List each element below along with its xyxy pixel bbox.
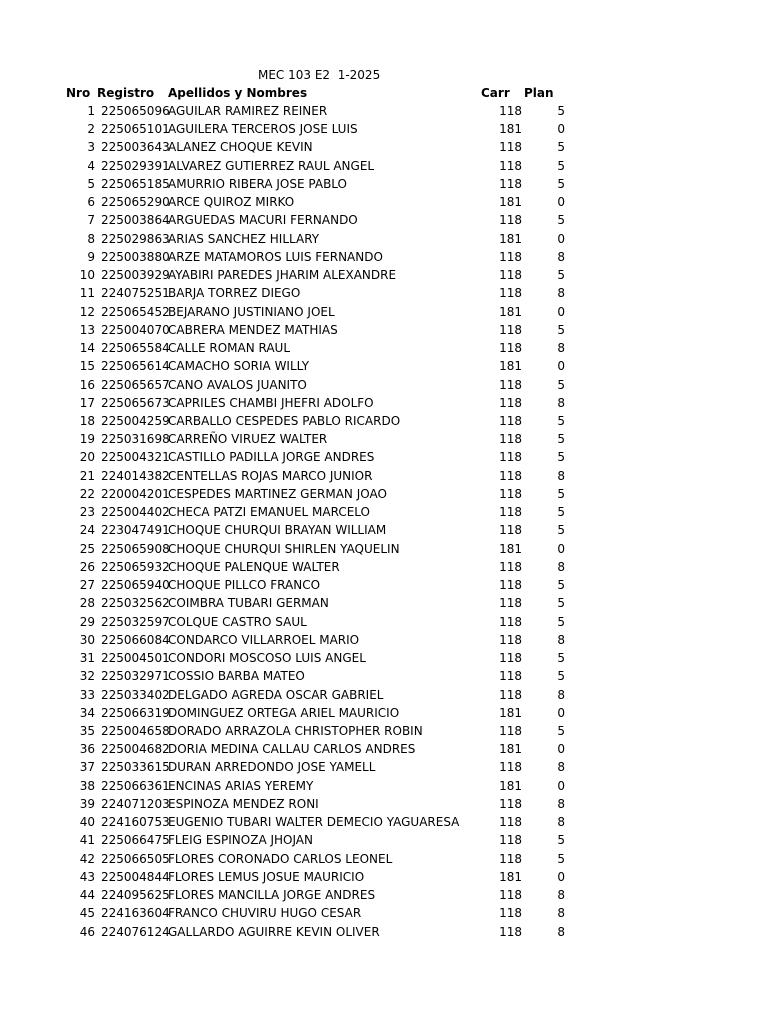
cell-carr: 118 <box>499 815 522 830</box>
header-registro: Registro <box>97 86 155 100</box>
cell-nombre: CAPRILES CHAMBI JHEFRI ADOLFO <box>168 395 374 410</box>
cell-nombre: CHOQUE CHURQUI SHIRLEN YAQUELIN <box>168 541 400 556</box>
cell-registro: 225066084 <box>101 632 170 647</box>
cell-plan: 5 <box>557 322 565 337</box>
cell-registro: 225065096 <box>101 104 170 118</box>
cell-nombre: CAMACHO SORIA WILLY <box>168 359 310 374</box>
cell-registro: 225066319 <box>101 705 170 720</box>
cell-plan: 8 <box>557 796 565 811</box>
table-row <box>0 632 768 650</box>
cell-plan: 0 <box>557 778 565 793</box>
cell-registro: 225066475 <box>101 833 170 848</box>
cell-carr: 118 <box>499 687 522 702</box>
cell-carr: 118 <box>499 760 522 775</box>
cell-plan: 0 <box>557 122 565 137</box>
table-row <box>0 285 768 303</box>
table-row <box>0 814 768 832</box>
cell-nro: 15 <box>79 359 95 374</box>
cell-plan: 5 <box>557 140 565 155</box>
cell-registro: 225065673 <box>101 395 170 410</box>
cell-nro: 44 <box>79 888 95 903</box>
cell-carr: 118 <box>499 523 522 538</box>
table-row <box>0 614 768 632</box>
cell-carr: 118 <box>499 669 522 684</box>
cell-plan: 8 <box>557 924 565 939</box>
table-row <box>0 650 768 668</box>
cell-nro: 32 <box>79 669 95 684</box>
table-row <box>0 413 768 431</box>
cell-registro: 225004070 <box>101 322 170 337</box>
cell-registro: 225004501 <box>101 651 170 666</box>
cell-registro: 225003880 <box>101 249 170 264</box>
table-row <box>0 778 768 796</box>
cell-nombre: CASTILLO PADILLA JORGE ANDRES <box>168 450 375 465</box>
cell-carr: 118 <box>499 104 522 118</box>
cell-nro: 38 <box>79 778 95 793</box>
cell-nombre: ARZE MATAMOROS LUIS FERNANDO <box>168 249 383 264</box>
cell-carr: 181 <box>499 541 522 556</box>
cell-nro: 18 <box>79 413 95 428</box>
cell-nro: 7 <box>87 213 95 228</box>
cell-nombre: COSSIO BARBA MATEO <box>168 669 305 684</box>
cell-carr: 181 <box>499 869 522 884</box>
cell-carr: 118 <box>499 176 522 191</box>
table-row <box>0 504 768 522</box>
cell-nro: 28 <box>79 596 95 611</box>
cell-nombre: DURAN ARREDONDO JOSE YAMELL <box>168 760 376 775</box>
cell-plan: 8 <box>557 906 565 921</box>
table-row <box>0 322 768 340</box>
cell-registro: 225066361 <box>101 778 170 793</box>
table-header <box>0 85 768 101</box>
cell-carr: 118 <box>499 213 522 228</box>
table-row <box>0 449 768 467</box>
table-row <box>0 796 768 814</box>
cell-carr: 181 <box>499 705 522 720</box>
cell-registro: 225004844 <box>101 869 170 884</box>
cell-nombre: DORIA MEDINA CALLAU CARLOS ANDRES <box>168 742 416 757</box>
cell-carr: 118 <box>499 322 522 337</box>
cell-nro: 11 <box>79 286 95 301</box>
cell-plan: 0 <box>557 231 565 246</box>
cell-carr: 118 <box>499 924 522 939</box>
cell-registro: 225029391 <box>101 158 170 173</box>
table-row <box>0 869 768 887</box>
cell-nro: 39 <box>79 796 95 811</box>
cell-nombre: FRANCO CHUVIRU HUGO CESAR <box>168 906 362 921</box>
cell-nro: 17 <box>79 395 95 410</box>
cell-carr: 118 <box>499 140 522 155</box>
cell-nombre: ARIAS SANCHEZ HILLARY <box>168 231 320 246</box>
cell-registro: 224076124 <box>101 924 170 939</box>
cell-plan: 5 <box>557 377 565 392</box>
cell-plan: 5 <box>557 851 565 866</box>
cell-registro: 225066505 <box>101 851 170 866</box>
cell-carr: 118 <box>499 286 522 301</box>
cell-plan: 8 <box>557 815 565 830</box>
cell-registro: 225065584 <box>101 341 170 356</box>
table-row <box>0 304 768 322</box>
cell-nombre: ALVAREZ GUTIERREZ RAUL ANGEL <box>168 158 375 173</box>
cell-registro: 225065101 <box>101 122 170 137</box>
cell-plan: 0 <box>557 195 565 210</box>
document-title: MEC 103 E2 1-2025 <box>258 68 381 82</box>
cell-nombre: COLQUE CASTRO SAUL <box>168 614 307 629</box>
cell-plan: 8 <box>557 395 565 410</box>
cell-plan: 0 <box>557 304 565 319</box>
cell-carr: 118 <box>499 596 522 611</box>
table-row <box>0 522 768 540</box>
cell-registro: 225003929 <box>101 268 170 283</box>
cell-plan: 8 <box>557 888 565 903</box>
cell-nro: 9 <box>87 249 95 264</box>
table-row <box>0 139 768 157</box>
cell-plan: 5 <box>557 213 565 228</box>
cell-plan: 5 <box>557 176 565 191</box>
cell-plan: 5 <box>557 723 565 738</box>
cell-nro: 21 <box>79 468 95 483</box>
cell-carr: 181 <box>499 122 522 137</box>
table-row <box>0 851 768 869</box>
table-row <box>0 194 768 212</box>
table-row <box>0 212 768 230</box>
table-row <box>0 486 768 504</box>
table-row <box>0 741 768 759</box>
cell-nombre: CONDARCO VILLARROEL MARIO <box>168 632 360 647</box>
table-row <box>0 340 768 358</box>
cell-nombre: CALLE ROMAN RAUL <box>168 341 291 356</box>
cell-carr: 118 <box>499 249 522 264</box>
table-row <box>0 905 768 923</box>
cell-carr: 181 <box>499 195 522 210</box>
cell-nro: 33 <box>79 687 95 702</box>
cell-nombre: FLORES MANCILLA JORGE ANDRES <box>168 888 376 903</box>
header-nro: Nro <box>66 86 91 100</box>
cell-nro: 35 <box>79 723 95 738</box>
cell-nro: 14 <box>79 341 95 356</box>
cell-nro: 30 <box>79 632 95 647</box>
cell-registro: 225065452 <box>101 304 170 319</box>
cell-carr: 181 <box>499 304 522 319</box>
cell-registro: 225032562 <box>101 596 170 611</box>
cell-nro: 2 <box>87 122 95 137</box>
cell-plan: 8 <box>557 286 565 301</box>
cell-carr: 118 <box>499 377 522 392</box>
cell-plan: 0 <box>557 359 565 374</box>
cell-carr: 118 <box>499 395 522 410</box>
cell-registro: 224163604 <box>101 906 170 921</box>
cell-nombre: CHOQUE PALENQUE WALTER <box>168 559 340 574</box>
cell-plan: 5 <box>557 833 565 848</box>
cell-nombre: CONDORI MOSCOSO LUIS ANGEL <box>168 651 366 666</box>
cell-nombre: COIMBRA TUBARI GERMAN <box>168 596 329 611</box>
cell-nro: 13 <box>79 322 95 337</box>
cell-nro: 37 <box>79 760 95 775</box>
cell-nombre: FLORES LEMUS JOSUE MAURICIO <box>168 869 365 884</box>
cell-nombre: CHOQUE CHURQUI BRAYAN WILLIAM <box>168 523 387 538</box>
table-row <box>0 541 768 559</box>
cell-carr: 118 <box>499 432 522 447</box>
table-row <box>0 176 768 194</box>
cell-registro: 225031698 <box>101 432 170 447</box>
table-row <box>0 832 768 850</box>
cell-plan: 5 <box>557 413 565 428</box>
cell-carr: 118 <box>499 450 522 465</box>
cell-plan: 5 <box>557 651 565 666</box>
cell-nro: 31 <box>79 651 95 666</box>
cell-nro: 41 <box>79 833 95 848</box>
table-row <box>0 705 768 723</box>
cell-nombre: AGUILERA TERCEROS JOSE LUIS <box>168 122 358 137</box>
cell-carr: 118 <box>499 505 522 520</box>
cell-carr: 118 <box>499 158 522 173</box>
cell-plan: 5 <box>557 486 565 501</box>
cell-nombre: BEJARANO JUSTINIANO JOEL <box>168 304 335 319</box>
cell-nombre: ARCE QUIROZ MIRKO <box>168 195 295 210</box>
cell-registro: 223047491 <box>101 523 170 538</box>
cell-registro: 225004658 <box>101 723 170 738</box>
cell-registro: 225004321 <box>101 450 170 465</box>
cell-nro: 43 <box>79 869 95 884</box>
cell-plan: 5 <box>557 268 565 283</box>
cell-carr: 181 <box>499 778 522 793</box>
cell-nro: 29 <box>79 614 95 629</box>
table-row <box>0 577 768 595</box>
cell-nombre: FLORES CORONADO CARLOS LEONEL <box>168 851 393 866</box>
cell-nombre: CABRERA MENDEZ MATHIAS <box>168 322 338 337</box>
cell-nro: 24 <box>79 523 95 538</box>
table-row <box>0 723 768 741</box>
cell-plan: 5 <box>557 505 565 520</box>
cell-registro: 224071203 <box>101 796 170 811</box>
cell-nro: 19 <box>79 432 95 447</box>
cell-registro: 225065185 <box>101 176 170 191</box>
cell-registro: 225065290 <box>101 195 170 210</box>
cell-nro: 16 <box>79 377 95 392</box>
cell-carr: 118 <box>499 341 522 356</box>
cell-nombre: DORADO ARRAZOLA CHRISTOPHER ROBIN <box>168 723 423 738</box>
cell-registro: 225065908 <box>101 541 170 556</box>
cell-plan: 8 <box>557 249 565 264</box>
table-row <box>0 231 768 249</box>
cell-carr: 118 <box>499 796 522 811</box>
cell-nombre: FLEIG ESPINOZA JHOJAN <box>168 833 313 848</box>
cell-plan: 0 <box>557 541 565 556</box>
cell-registro: 225033402 <box>101 687 170 702</box>
cell-registro: 225033615 <box>101 760 170 775</box>
cell-plan: 5 <box>557 432 565 447</box>
cell-nro: 8 <box>87 231 95 246</box>
cell-nombre: DOMINGUEZ ORTEGA ARIEL MAURICIO <box>168 705 400 720</box>
cell-plan: 5 <box>557 596 565 611</box>
cell-carr: 181 <box>499 359 522 374</box>
cell-plan: 5 <box>557 614 565 629</box>
cell-nombre: ESPINOZA MENDEZ RONI <box>168 796 319 811</box>
cell-nro: 4 <box>87 158 95 173</box>
cell-plan: 8 <box>557 341 565 356</box>
cell-registro: 224075251 <box>101 286 170 301</box>
cell-carr: 118 <box>499 614 522 629</box>
table-row <box>0 358 768 376</box>
table-row <box>0 267 768 285</box>
cell-nombre: ALANEZ CHOQUE KEVIN <box>168 140 313 155</box>
cell-registro: 225004259 <box>101 413 170 428</box>
student-table <box>0 103 768 942</box>
cell-plan: 8 <box>557 468 565 483</box>
cell-carr: 118 <box>499 468 522 483</box>
cell-registro: 225004402 <box>101 505 170 520</box>
cell-registro: 225029863 <box>101 231 170 246</box>
cell-registro: 225065657 <box>101 377 170 392</box>
cell-nro: 25 <box>79 541 95 556</box>
cell-nombre: BARJA TORREZ DIEGO <box>168 286 301 301</box>
cell-plan: 8 <box>557 760 565 775</box>
cell-nombre: EUGENIO TUBARI WALTER DEMECIO YAGUARESA <box>168 815 460 830</box>
cell-nro: 22 <box>79 486 95 501</box>
cell-nombre: CARREÑO VIRUEZ WALTER <box>168 432 328 447</box>
table-row <box>0 121 768 139</box>
cell-nro: 12 <box>79 304 95 319</box>
cell-plan: 5 <box>557 158 565 173</box>
cell-nro: 5 <box>87 176 95 191</box>
cell-registro: 224095625 <box>101 888 170 903</box>
table-row <box>0 377 768 395</box>
cell-nro: 26 <box>79 559 95 574</box>
cell-nro: 36 <box>79 742 95 757</box>
cell-nro: 40 <box>79 815 95 830</box>
cell-carr: 118 <box>499 578 522 593</box>
cell-carr: 118 <box>499 486 522 501</box>
cell-carr: 118 <box>499 559 522 574</box>
table-row <box>0 103 768 121</box>
cell-plan: 5 <box>557 450 565 465</box>
table-row <box>0 468 768 486</box>
cell-nombre: CHECA PATZI EMANUEL MARCELO <box>168 505 370 520</box>
cell-plan: 8 <box>557 632 565 647</box>
cell-nombre: ARGUEDAS MACURI FERNANDO <box>168 213 358 228</box>
cell-nombre: AGUILAR RAMIREZ REINER <box>168 104 328 118</box>
table-row <box>0 887 768 905</box>
cell-registro: 225032971 <box>101 669 170 684</box>
cell-registro: 225003643 <box>101 140 170 155</box>
cell-carr: 118 <box>499 413 522 428</box>
cell-plan: 0 <box>557 742 565 757</box>
cell-nro: 27 <box>79 578 95 593</box>
header-nombres: Apellidos y Nombres <box>168 86 308 100</box>
cell-registro: 224160753 <box>101 815 170 830</box>
cell-nombre: CESPEDES MARTINEZ GERMAN JOAO <box>168 486 387 501</box>
table-row <box>0 431 768 449</box>
table-row <box>0 759 768 777</box>
cell-registro: 224014382 <box>101 468 170 483</box>
cell-carr: 181 <box>499 231 522 246</box>
header-carr: Carr <box>481 86 510 100</box>
cell-registro: 225065614 <box>101 359 170 374</box>
cell-nombre: CANO AVALOS JUANITO <box>168 377 307 392</box>
cell-nombre: ENCINAS ARIAS YEREMY <box>168 778 314 793</box>
cell-carr: 181 <box>499 742 522 757</box>
cell-nombre: CENTELLAS ROJAS MARCO JUNIOR <box>168 468 373 483</box>
cell-carr: 118 <box>499 888 522 903</box>
cell-nombre: DELGADO AGREDA OSCAR GABRIEL <box>168 687 384 702</box>
table-row <box>0 559 768 577</box>
cell-nro: 23 <box>79 505 95 520</box>
cell-nombre: CHOQUE PILLCO FRANCO <box>168 578 321 593</box>
cell-nombre: GALLARDO AGUIRRE KEVIN OLIVER <box>168 924 380 939</box>
cell-registro: 225065932 <box>101 559 170 574</box>
table-row <box>0 395 768 413</box>
cell-nombre: CARBALLO CESPEDES PABLO RICARDO <box>168 413 401 428</box>
table-row <box>0 924 768 942</box>
cell-plan: 8 <box>557 687 565 702</box>
cell-plan: 8 <box>557 559 565 574</box>
cell-plan: 0 <box>557 705 565 720</box>
cell-nro: 10 <box>79 268 95 283</box>
cell-carr: 118 <box>499 723 522 738</box>
cell-nro: 34 <box>79 705 95 720</box>
cell-nro: 1 <box>87 104 95 118</box>
cell-carr: 118 <box>499 268 522 283</box>
table-row <box>0 158 768 176</box>
cell-carr: 118 <box>499 632 522 647</box>
cell-plan: 5 <box>557 523 565 538</box>
cell-plan: 0 <box>557 869 565 884</box>
cell-nro: 3 <box>87 140 95 155</box>
cell-registro: 225065940 <box>101 578 170 593</box>
cell-nro: 45 <box>79 906 95 921</box>
cell-registro: 225032597 <box>101 614 170 629</box>
cell-plan: 5 <box>557 578 565 593</box>
cell-nro: 46 <box>79 924 95 939</box>
cell-registro: 225004682 <box>101 742 170 757</box>
cell-carr: 118 <box>499 651 522 666</box>
cell-registro: 225003864 <box>101 213 170 228</box>
cell-carr: 118 <box>499 906 522 921</box>
table-row <box>0 595 768 613</box>
cell-carr: 118 <box>499 833 522 848</box>
cell-nombre: AYABIRI PAREDES JHARIM ALEXANDRE <box>168 268 397 283</box>
table-row <box>0 668 768 686</box>
cell-plan: 5 <box>557 669 565 684</box>
cell-nro: 42 <box>79 851 95 866</box>
cell-carr: 118 <box>499 851 522 866</box>
table-row <box>0 249 768 267</box>
cell-plan: 5 <box>557 104 565 118</box>
cell-registro: 220004201 <box>101 486 170 501</box>
table-row <box>0 687 768 705</box>
cell-nro: 6 <box>87 195 95 210</box>
cell-nro: 20 <box>79 450 95 465</box>
cell-nombre: AMURRIO RIBERA JOSE PABLO <box>168 176 347 191</box>
header-plan: Plan <box>524 86 554 100</box>
